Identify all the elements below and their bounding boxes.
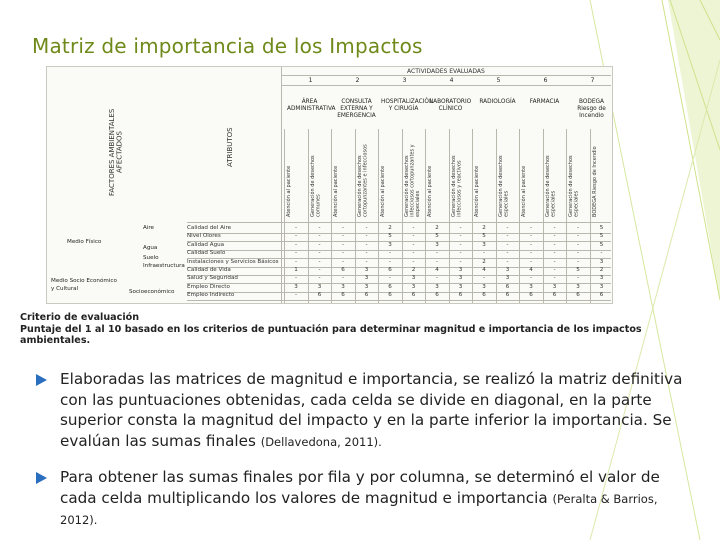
table-cell: - — [341, 225, 345, 231]
table-cell: - — [365, 241, 368, 248]
activity-header: CONSULTA EXTERNA Y EMERGENCIA — [337, 99, 376, 119]
table-cell: - — [318, 250, 321, 257]
table-cell: 2 — [388, 225, 392, 231]
table-cell: - — [459, 233, 462, 240]
table-cell: 3 — [294, 283, 298, 290]
table-cell: - — [576, 241, 580, 248]
factor-label: Suelo — [143, 255, 159, 261]
table-cell: 6 — [341, 267, 345, 273]
table-cell: - — [412, 225, 415, 231]
table-cell: - — [294, 275, 298, 282]
table-cell: 3 — [552, 283, 557, 290]
table-cell: - — [341, 258, 345, 265]
table-cell: 5 — [576, 267, 580, 273]
table-cell: - — [294, 241, 298, 248]
column-number: 6 — [543, 77, 548, 84]
column-number: 4 — [449, 77, 454, 84]
attribute-label: Empleo Indirecto — [187, 292, 235, 299]
factor-label: Aire — [143, 225, 154, 231]
table-cell: - — [459, 258, 462, 265]
table-cell: 6 — [388, 267, 392, 273]
table-cell: - — [506, 241, 509, 248]
table-cell: 3 — [411, 283, 416, 290]
table-cell: - — [553, 275, 556, 282]
table-cell: - — [294, 292, 298, 299]
sub-column-header: Generación de desechos especiales — [497, 155, 509, 217]
table-cell: 6 — [505, 283, 510, 290]
table-cell: - — [529, 225, 533, 231]
table-cell: 3 — [529, 283, 533, 290]
column-number: 1 — [308, 77, 313, 84]
table-cell: 3 — [364, 283, 369, 290]
table-cell: 4 — [435, 267, 439, 273]
header-group-label: ACTIVIDADES EVALUADAS — [407, 68, 485, 75]
table-cell: - — [529, 250, 533, 257]
table-cell: 3 — [388, 241, 392, 248]
attribute-label: Calidad de Vida — [187, 267, 231, 273]
table-cell: 2 — [435, 225, 439, 231]
table-cell: 3 — [364, 267, 369, 273]
table-cell: - — [412, 241, 415, 248]
activity-header: ÁREA ADMINISTRATIVA — [287, 99, 336, 112]
sub-column-header: Generación de desechos especiales — [544, 155, 556, 217]
table-cell: - — [341, 233, 345, 240]
table-cell: - — [435, 275, 439, 282]
table-cell: - — [506, 250, 509, 257]
bullet-2-text: Para obtener las sumas finales por fila y por columna, se determinó el valor de cada celda multiplicando los valores de magnitud e importancia — [60, 468, 660, 507]
caption-puntaje: Puntaje del 1 al 10 basado en los criterios de puntuación para determinar magnitud e importancia de los impactos ambientales. — [20, 324, 642, 346]
activity-header: FARMACIA — [529, 99, 560, 105]
table-cell: 3 — [599, 258, 604, 265]
attribute-label: Instalaciones y Servicios Básicos — [187, 258, 279, 265]
table-cell: 6 — [388, 283, 392, 290]
sub-column-header: Atención al paciente — [380, 165, 386, 217]
table-cell: - — [553, 225, 556, 231]
column-number: 7 — [590, 77, 595, 84]
table-cell: - — [482, 275, 486, 282]
table-cell: - — [318, 233, 321, 240]
table-cell: - — [576, 275, 580, 282]
table-cell: - — [553, 233, 556, 240]
sub-column-header: Atención al paciente — [333, 165, 339, 217]
table-cell: 3 — [599, 283, 604, 290]
table-cell: 5 — [599, 233, 604, 240]
table-cell: 3 — [482, 283, 486, 290]
table-cell: 5 — [388, 233, 392, 240]
table-cell: - — [576, 225, 580, 231]
table-cell: 3 — [458, 283, 463, 290]
table-cell: - — [600, 250, 603, 257]
table-cell: 1 — [294, 267, 298, 273]
table-cell: 3 — [505, 267, 510, 273]
table-cell: 6 — [482, 292, 486, 299]
sub-column-header: Atención al paciente — [286, 165, 292, 217]
table-cell: - — [506, 225, 509, 231]
table-cell: 6 — [552, 292, 557, 299]
group-medio-fisico: Medio Físico — [67, 239, 102, 245]
activity-header: RADIOLOGÍA — [479, 99, 516, 105]
table-cell: - — [506, 258, 509, 265]
table-cell: 6 — [364, 292, 369, 299]
table-cell: - — [388, 250, 392, 257]
factores-label: FACTORES AMBIENTALES AFECTADOS — [108, 108, 124, 196]
sub-column-header: BODEGA Riesgo de Incendio — [591, 146, 598, 217]
bullet-paragraph-2 — [60, 467, 690, 531]
table-cell: - — [341, 241, 345, 248]
table-cell: - — [341, 250, 345, 257]
table-cell: 6 — [529, 292, 533, 299]
table-cell: 3 — [317, 283, 322, 290]
column-number: 5 — [496, 77, 501, 84]
table-cell: - — [435, 250, 439, 257]
table-cell: 4 — [529, 267, 533, 273]
table-cell: 3 — [341, 283, 345, 290]
table-cell: - — [553, 258, 556, 265]
bullet-2-citation: (Peralta & Barrios, 2012). — [60, 491, 658, 527]
table-cell: - — [294, 258, 298, 265]
table-cell: - — [459, 250, 462, 257]
sub-column-header: Generación de desechos infecciosos y reactivos — [450, 155, 462, 217]
table-cell: 5 — [599, 241, 604, 248]
table-cell: - — [529, 258, 533, 265]
sub-column-header: Generación de desechos comunes — [309, 155, 321, 217]
table-cell: - — [318, 241, 321, 248]
attribute-label: Salud y Seguridad — [187, 275, 238, 282]
table-cell: - — [576, 233, 580, 240]
table-cell: - — [435, 258, 439, 265]
factor-label: Infraestructura — [143, 263, 185, 269]
table-cell: 2 — [482, 258, 486, 265]
table-cell: - — [365, 225, 368, 231]
attribute-label: Empleo Directo — [187, 283, 230, 290]
table-cell: - — [294, 250, 298, 257]
table-cell: 3 — [599, 275, 604, 282]
table-cell: - — [341, 275, 345, 282]
attribute-label: Nivel Olores — [187, 233, 221, 240]
table-cell: - — [553, 250, 556, 257]
atributos-label: ATRIBUTOS — [226, 127, 234, 167]
table-cell: - — [459, 225, 462, 231]
table-cell: 6 — [505, 292, 510, 299]
table-cell: 3 — [576, 283, 580, 290]
table-cell: 5 — [599, 225, 604, 231]
table-cell: 4 — [482, 267, 486, 273]
table-cell: 3 — [435, 241, 439, 248]
table-cell: 6 — [411, 292, 416, 299]
bullet-arrow-icon — [36, 374, 47, 386]
table-cell: - — [459, 241, 462, 248]
attribute-label: Calidad del Aire — [187, 225, 232, 231]
sub-column-header: Generación de desechos infecciosos cortopunzantes y especiales — [403, 144, 421, 217]
table-cell: 2 — [482, 225, 486, 231]
attribute-label: Calidad Suelo — [187, 250, 226, 257]
table-cell: - — [529, 233, 533, 240]
table-cell: 6 — [599, 292, 604, 299]
table-cell: 6 — [576, 292, 580, 299]
factor-label: Agua — [143, 245, 158, 251]
activity-header: HOSPITALIZACIÓN Y CIRUGÍA — [381, 99, 434, 112]
table-cell: 3 — [505, 275, 510, 282]
column-number: 3 — [402, 77, 407, 84]
activity-header: LABORATORIO CLÍNICO — [429, 99, 472, 112]
impact-matrix-table — [46, 66, 613, 304]
table-cell: 3 — [482, 241, 486, 248]
group-medio-socio: Medio Socio Económico y Cultural — [51, 278, 117, 292]
table-cell: - — [412, 258, 415, 265]
table-cell: - — [318, 258, 321, 265]
table-cell: - — [294, 225, 298, 231]
table-cell: - — [482, 250, 486, 257]
table-cell: - — [576, 250, 580, 257]
table-cell: 5 — [435, 233, 439, 240]
bullet-arrow-icon — [36, 472, 47, 484]
caption-criterio: Criterio de evaluación — [20, 312, 140, 323]
column-number: 2 — [355, 77, 360, 84]
table-cell: - — [318, 275, 321, 282]
bullet-paragraph-1 — [60, 369, 690, 452]
table-cell: 6 — [458, 292, 463, 299]
attribute-label: Calidad Agua — [187, 241, 225, 248]
table-cell: 3 — [458, 267, 463, 273]
table-cell: - — [365, 233, 368, 240]
table-cell: - — [365, 258, 368, 265]
table-cell: - — [294, 233, 298, 240]
table-cell: 6 — [341, 292, 345, 299]
table-cell: - — [388, 258, 392, 265]
table-cell: 6 — [317, 292, 322, 299]
table-cell: - — [318, 225, 321, 231]
table-cell: 3 — [435, 283, 439, 290]
table-cell: - — [553, 267, 556, 273]
table-cell: - — [529, 275, 533, 282]
table-cell: 5 — [482, 233, 486, 240]
factor-label: Socioeconómico — [129, 289, 175, 295]
bullet-1-citation: (Dellavedona, 2011). — [260, 434, 382, 449]
table-cell: 6 — [435, 292, 439, 299]
table-cell: - — [412, 250, 415, 257]
sub-column-header: Atención al paciente — [521, 165, 527, 217]
sub-column-header: Atención al paciente — [427, 165, 433, 217]
table-cell: 2 — [599, 267, 604, 273]
table-cell: - — [529, 241, 533, 248]
sub-column-header: Atención al paciente — [474, 165, 480, 217]
table-cell: - — [576, 258, 580, 265]
table-cell: - — [365, 250, 368, 257]
table-cell: - — [553, 241, 556, 248]
bullet-1-text: Elaboradas las matrices de magnitud e importancia, se realizó la matriz definitiva con las puntuaciones obtenidas, cada celda se divide en diagonal, en la parte superior consta la magnitud del impacto y en la parte inferior la importancia. Se evalúan las sumas finales — [60, 370, 683, 450]
table-cell: 2 — [411, 267, 416, 273]
sub-column-header: Generación de desechos especiales — [568, 155, 580, 217]
table-cell: 3 — [364, 275, 369, 282]
table-cell: - — [318, 267, 321, 273]
table-cell: 6 — [388, 292, 392, 299]
sub-column-header: Generación de desechos cortopunzantes e infecciosos — [356, 144, 368, 217]
table-cell: - — [388, 275, 392, 282]
table-cell: 3 — [411, 275, 416, 282]
table-cell: - — [506, 233, 509, 240]
slide-title: Matriz de importancia de los Impactos — [32, 34, 423, 58]
activity-header: BODEGA Riesgo de Incendio — [577, 99, 606, 119]
table-cell: 3 — [458, 275, 463, 282]
table-cell: - — [412, 233, 415, 240]
